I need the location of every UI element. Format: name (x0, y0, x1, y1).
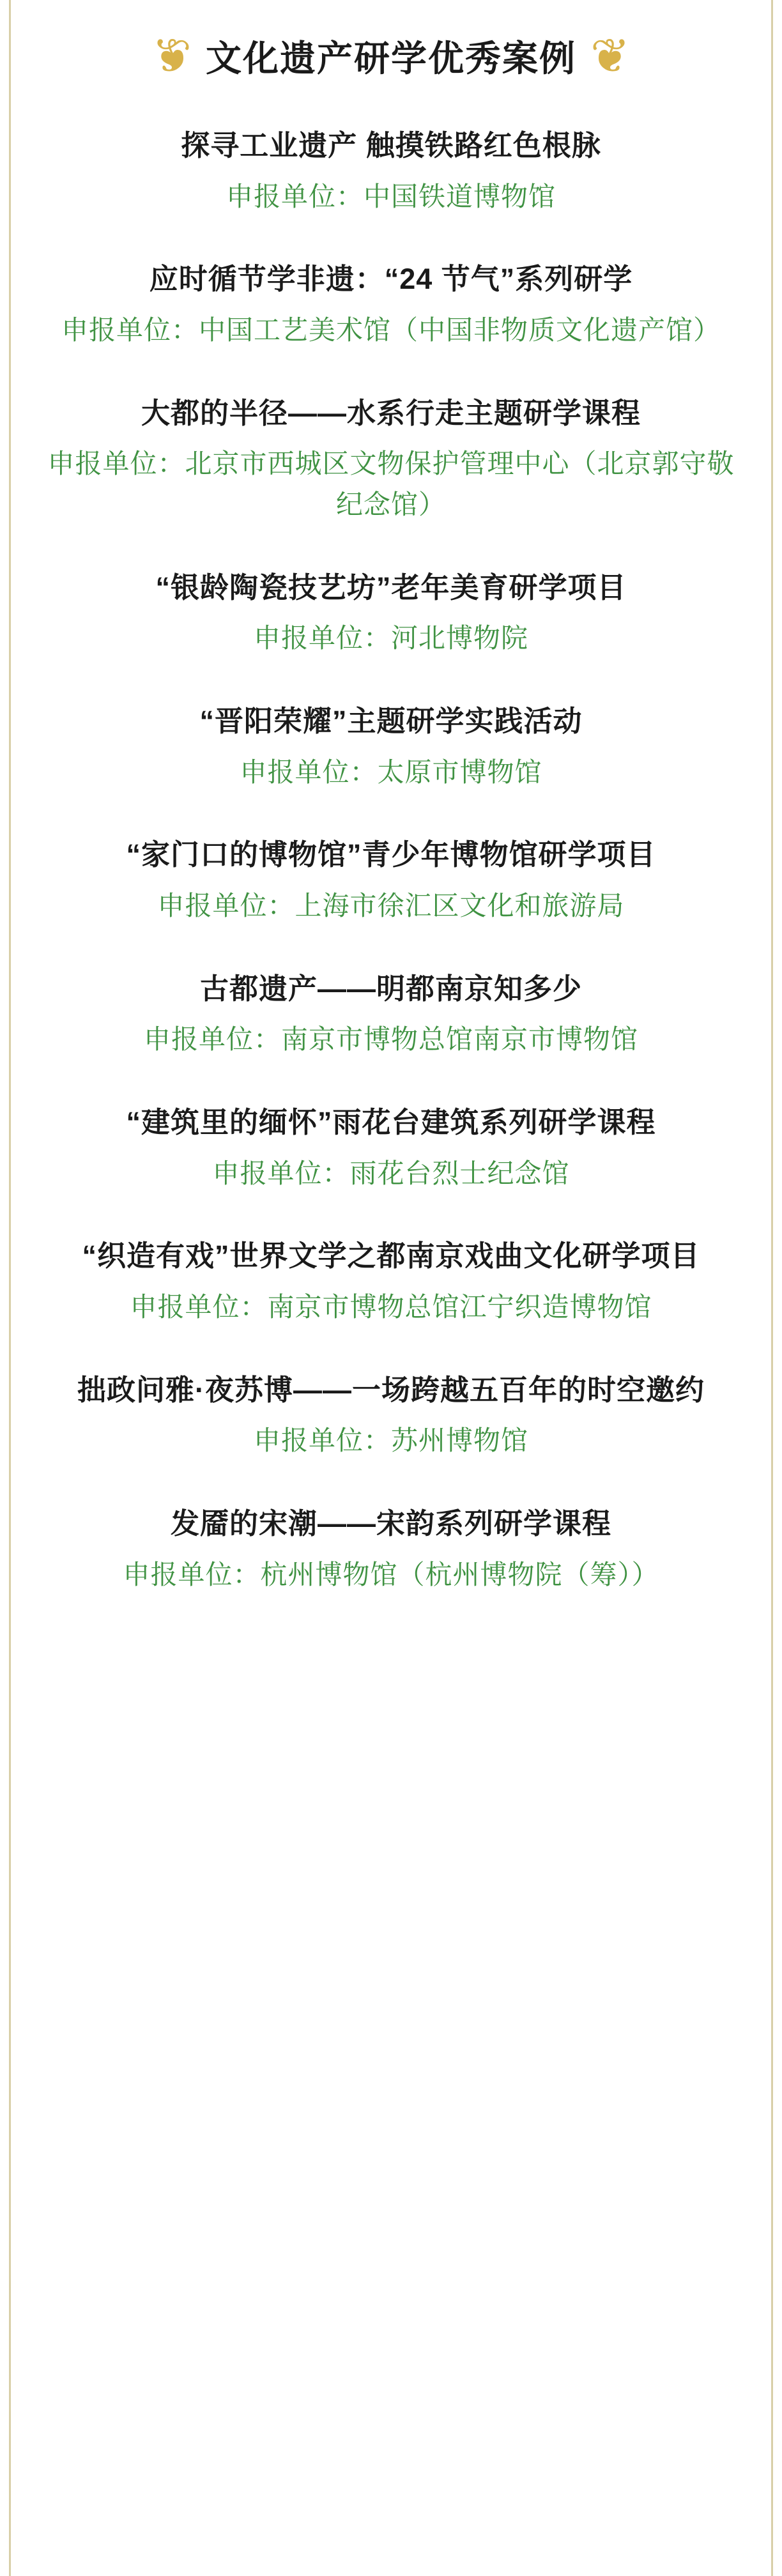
list-item (45, 1368, 737, 1461)
case-title: 拙政问雅·夜苏博——一场跨越五百年的时空邀约 (77, 1373, 705, 1406)
case-title: “建筑里的缅怀”雨花台建筑系列研学课程 (126, 1106, 656, 1139)
case-organization: 申报单位：苏州博物馆 (253, 1425, 528, 1456)
laurel-branch-icon: ❦ (151, 29, 192, 82)
page-header (0, 0, 782, 98)
case-title: 大都的半径——水系行走主题研学课程 (141, 396, 641, 429)
list-item (45, 1101, 737, 1193)
case-organization: 申报单位：上海市徐汇区文化和旅游局 (157, 890, 625, 921)
list-item (45, 967, 737, 1060)
case-title: “织造有戏”世界文学之都南京戏曲文化研学项目 (82, 1239, 700, 1273)
list-item (45, 392, 737, 525)
laurel-branch-icon: ❦ (590, 29, 631, 82)
list-item (45, 833, 737, 926)
case-organization: 申报单位：南京市博物总馆南京市博物馆 (143, 1024, 638, 1055)
case-title: 古都遗产——明都南京知多少 (199, 972, 582, 1005)
page-title: 文化遗产研学优秀案例 (206, 38, 576, 79)
left-border-rule (9, 0, 11, 2576)
case-title: 应时循节学非遗：“24 节气”系列研学 (149, 263, 633, 296)
case-title: “家门口的博物馆”青少年博物馆研学项目 (126, 838, 656, 871)
list-item (45, 700, 737, 792)
list-item (45, 124, 737, 217)
case-organization: 申报单位：南京市博物总馆江宁织造博物馆 (130, 1291, 652, 1322)
case-organization: 申报单位：中国工艺美术馆（中国非物质文化遗产馆） (61, 314, 721, 345)
list-item (45, 1502, 737, 1595)
case-title: “晋阳荣耀”主题研学实践活动 (199, 705, 583, 738)
case-title: 探寻工业遗产 触摸铁路红色根脉 (181, 129, 601, 162)
case-title: 发靥的宋潮——宋韵系列研学课程 (170, 1507, 611, 1540)
case-organization: 申报单位：太原市博物馆 (240, 756, 542, 787)
case-organization: 申报单位：杭州博物馆（杭州博物院（筹）） (123, 1559, 659, 1590)
case-organization: 申报单位：河北博物院 (253, 623, 528, 654)
list-item (45, 1234, 737, 1327)
case-title: “银龄陶瓷技艺坊”老年美育研学项目 (155, 571, 627, 604)
list-item (45, 566, 737, 659)
case-organization: 申报单位：雨花台烈士纪念馆 (212, 1158, 570, 1188)
case-list (0, 98, 782, 1595)
case-organization: 申报单位：中国铁道博物馆 (226, 181, 556, 211)
right-border-rule (771, 0, 773, 2576)
case-organization: 申报单位：北京市西城区文物保护管理中心（北京郭守敬纪念馆） (47, 448, 735, 519)
list-item (45, 257, 737, 350)
